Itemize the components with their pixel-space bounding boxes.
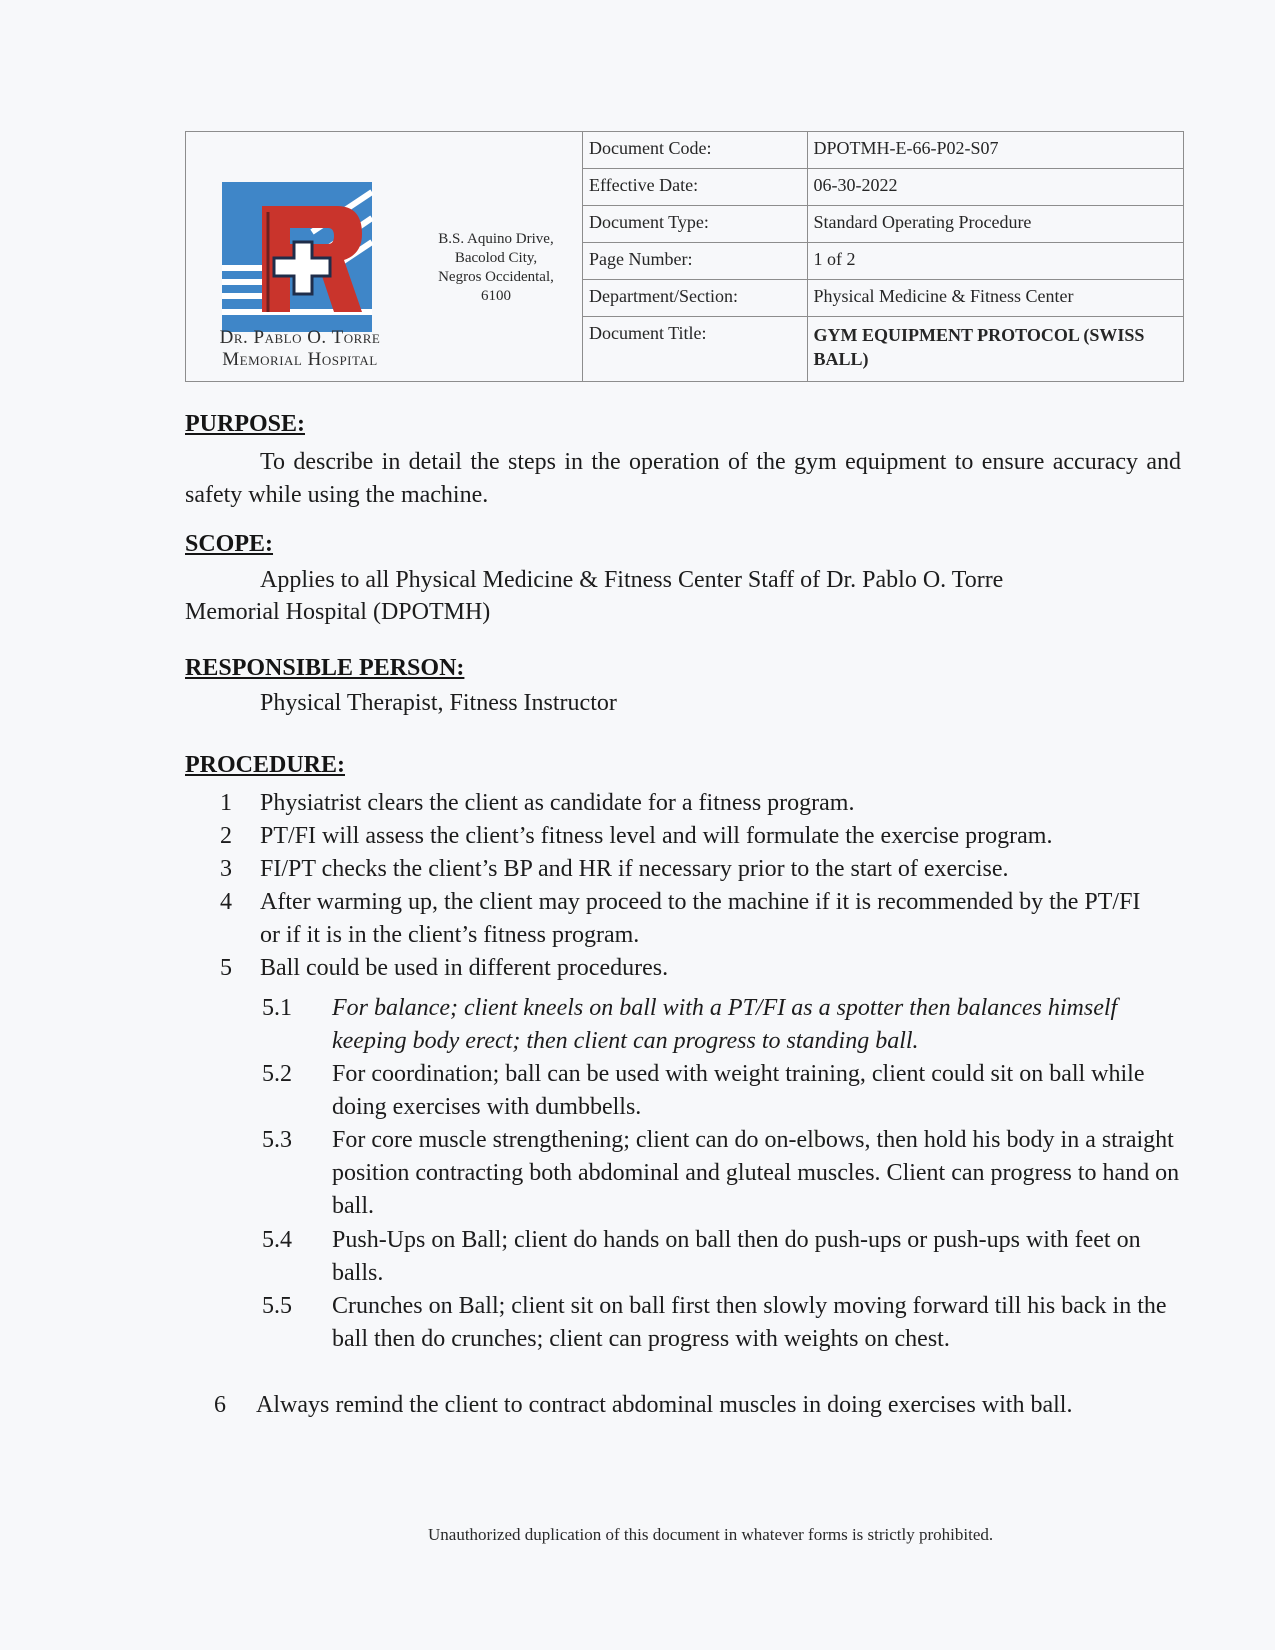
document-info-table — [583, 132, 1183, 381]
info-label: Page Number: — [583, 242, 807, 279]
procedure-substep — [262, 1124, 1182, 1223]
procedure-step — [220, 787, 1180, 820]
address-line: Negros Occidental, — [438, 269, 554, 285]
info-row — [583, 316, 1183, 381]
hospital-name-line2: Memorial Hospital — [222, 349, 378, 370]
info-value: 06-30-2022 — [807, 168, 1183, 205]
procedure-step — [220, 853, 1180, 886]
procedure-step — [220, 952, 1180, 985]
info-label: Document Type: — [583, 205, 807, 242]
procedure-substep — [262, 1224, 1182, 1290]
scope-text-line1: Applies to all Physical Medicine & Fitness Center Staff of Dr. Pablo O. Torre — [260, 567, 1004, 593]
address-line: 6100 — [481, 288, 511, 304]
procedure-step — [220, 820, 1180, 853]
procedure-substep — [262, 992, 1182, 1058]
info-row — [583, 279, 1183, 316]
info-label: Department/Section: — [583, 279, 807, 316]
scope-text-line2: Memorial Hospital (DPOTMH) — [185, 599, 491, 625]
procedure-heading: PROCEDURE: — [185, 752, 345, 778]
info-label: Document Title: — [583, 316, 807, 381]
info-row — [583, 132, 1183, 168]
step-text: After warming up, the client may proceed to the machine if it is recommended by the PT/FI or if it is in the client’s fitness program. — [260, 889, 1141, 948]
procedure-substep — [262, 1058, 1182, 1124]
info-label: Document Code: — [583, 132, 807, 168]
substep-text: For balance; client kneels on ball with a PT/FI as a spotter then balances himself keeping body erect; then client can progress to standing ball. — [332, 995, 1118, 1054]
step-number: 1 — [220, 790, 232, 816]
step-text: Physiatrist clears the client as candidate for a fitness program. — [260, 790, 855, 816]
responsible-heading: RESPONSIBLE PERSON: — [185, 655, 465, 681]
substep-text: Crunches on Ball; client sit on ball first then slowly moving forward till his back in the ball then do crunches; client can progress with weights on chest. — [332, 1293, 1167, 1352]
step-number: 3 — [220, 856, 232, 882]
procedure-substep — [262, 1290, 1182, 1356]
address-line: Bacolod City, — [454, 250, 538, 266]
info-value: DPOTMH-E-66-P02-S07 — [807, 132, 1183, 168]
info-row — [583, 205, 1183, 242]
procedure-step — [214, 1389, 1174, 1422]
document-title: GYM EQUIPMENT PROTOCOL (SWISS BALL) — [813, 324, 1145, 369]
procedure-step — [220, 886, 1180, 952]
info-label: Effective Date: — [583, 168, 807, 205]
substep-number: 5.4 — [262, 1227, 292, 1253]
step-text: PT/FI will assess the client’s fitness level and will formulate the exercise program. — [260, 823, 1053, 849]
substep-number: 5.2 — [262, 1061, 292, 1087]
hospital-logo-icon — [222, 172, 382, 332]
info-value: Physical Medicine & Fitness Center — [807, 279, 1183, 316]
hospital-name-line1: Dr. Pablo O. Torre — [219, 327, 381, 348]
info-value: Standard Operating Procedure — [807, 205, 1183, 242]
substep-text: For coordination; ball can be used with weight training, client could sit on ball while doing exercises with dumbbells. — [332, 1061, 1145, 1120]
hospital-name — [200, 327, 400, 371]
info-row — [583, 242, 1183, 279]
step-number: 5 — [220, 955, 232, 981]
info-value: 1 of 2 — [807, 242, 1183, 279]
purpose-heading: PURPOSE: — [185, 411, 305, 437]
purpose-text: To describe in detail the steps in the operation of the gym equipment to ensure accuracy and safety while using the machine. — [185, 449, 1181, 508]
substep-text: For core muscle strengthening; client can do on-elbows, then hold his body in a straight position contracting both abdominal and gluteal muscles. Client can progress to hand on ball. — [332, 1127, 1180, 1219]
scope-heading: SCOPE: — [185, 531, 274, 557]
substep-text: Push-Ups on Ball; client do hands on ball then do push-ups or push-ups with feet on balls. — [332, 1227, 1141, 1286]
step-text: Ball could be used in different procedures. — [260, 955, 669, 981]
step-text: FI/PT checks the client’s BP and HR if necessary prior to the start of exercise. — [260, 856, 1009, 882]
logo-cell — [186, 132, 583, 381]
info-row — [583, 168, 1183, 205]
step-number: 2 — [220, 823, 232, 849]
substep-number: 5.3 — [262, 1127, 292, 1153]
substep-number: 5.1 — [262, 995, 292, 1021]
step-number: 4 — [220, 889, 232, 915]
hospital-address — [416, 230, 576, 306]
footer-notice: Unauthorized duplication of this document in whatever forms is strictly prohibited. — [428, 1525, 994, 1544]
document-header — [185, 131, 1184, 382]
address-line: B.S. Aquino Drive, — [438, 231, 554, 247]
responsible-text: Physical Therapist, Fitness Instructor — [260, 690, 617, 716]
step-text: Always remind the client to contract abdominal muscles in doing exercises with ball. — [256, 1392, 1073, 1418]
substep-number: 5.5 — [262, 1293, 292, 1319]
step-number: 6 — [214, 1392, 226, 1418]
